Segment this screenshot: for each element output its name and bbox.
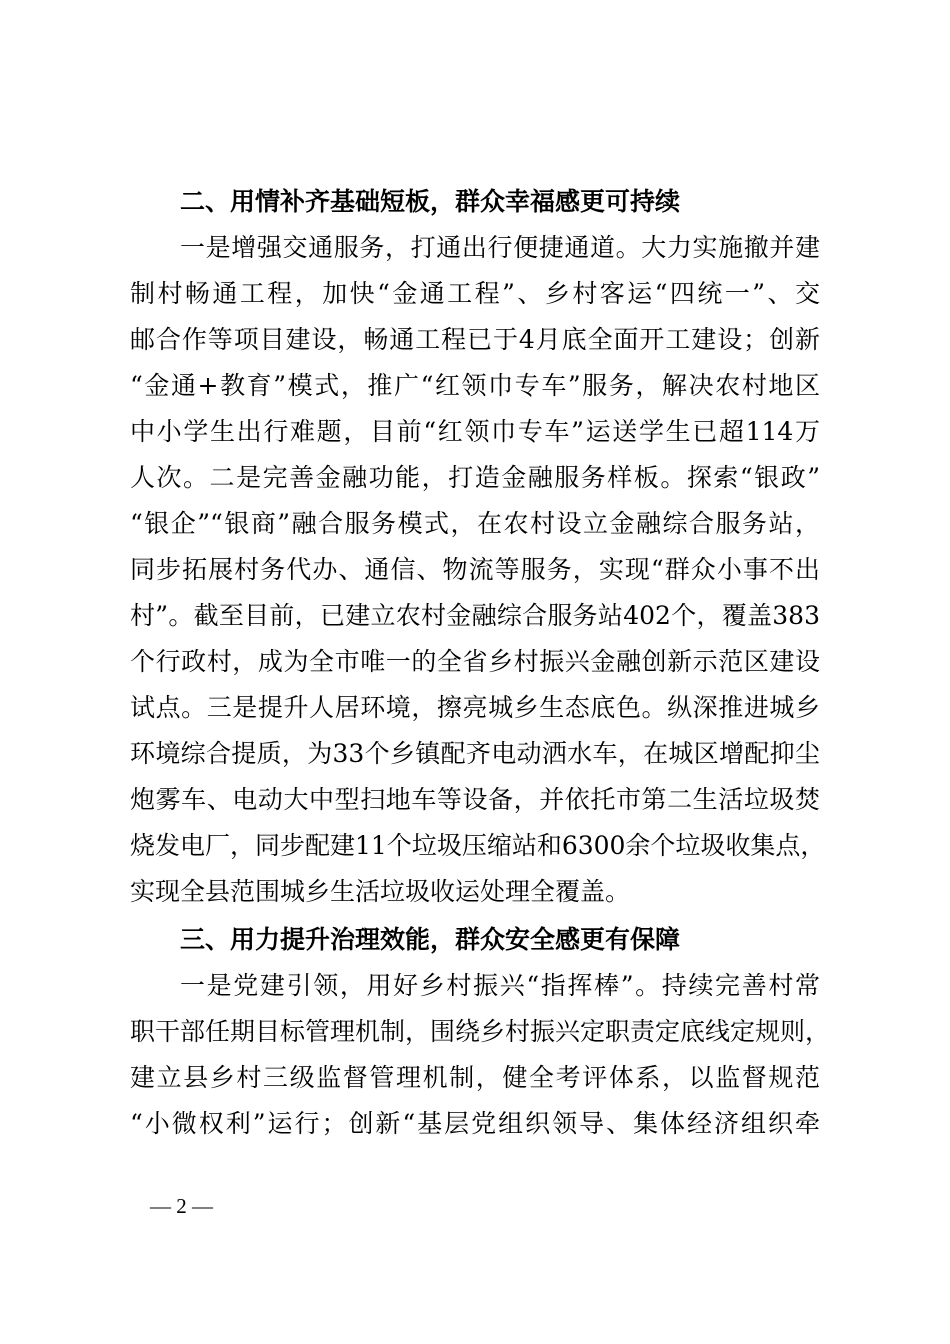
- paragraph-line: 邮合作等项目建设，畅通工程已于4月底全面开工建设；创新: [130, 325, 820, 354]
- paragraph-line: 一是增强交通服务，打通出行便捷通道。大力实施撤并建: [180, 233, 820, 262]
- paragraph-line: 一是党建引领，用好乡村振兴“指挥棒”。持续完善村常: [180, 971, 820, 1000]
- paragraph-line: 烧发电厂，同步配建11个垃圾压缩站和6300余个垃圾收集点，: [130, 831, 826, 860]
- page-number: — 2 —: [150, 1194, 213, 1218]
- paragraph-line: 同步拓展村务代办、通信、物流等服务，实现“群众小事不出: [130, 555, 820, 584]
- paragraph-line: “小微权利”运行；创新“基层党组织领导、集体经济组织牵: [130, 1109, 820, 1138]
- paragraph-line: 实现全县范围城乡生活垃圾收运处理全覆盖。: [130, 877, 631, 906]
- paragraph-line: 中小学生出行难题，目前“红领巾专车”运送学生已超114万: [130, 417, 820, 446]
- paragraph-line: 村”。截至目前，已建立农村金融综合服务站402个，覆盖383: [130, 601, 820, 630]
- paragraph-line: “银企”“银商”融合服务模式，在农村设立金融综合服务站，: [130, 509, 820, 538]
- section-2-heading: 二、用情补齐基础短板，群众幸福感更可持续: [180, 187, 681, 216]
- paragraph-line: 人次。二是完善金融功能，打造金融服务样板。探索“银政”: [130, 463, 820, 492]
- section-3-heading: 三、用力提升治理效能，群众安全感更有保障: [180, 925, 681, 954]
- paragraph-line: 制村畅通工程，加快“金通工程”、乡村客运“四统一”、交: [130, 279, 820, 308]
- paragraph-line: 个行政村，成为全市唯一的全省乡村振兴金融创新示范区建设: [130, 647, 820, 676]
- paragraph-line: 环境综合提质，为33个乡镇配齐电动洒水车，在城区增配抑尘: [130, 739, 820, 768]
- paragraph-line: 炮雾车、电动大中型扫地车等设备，并依托市第二生活垃圾焚: [130, 785, 820, 814]
- paragraph-line: “金通+教育”模式，推广“红领巾专车”服务，解决农村地区: [130, 371, 820, 400]
- paragraph-line: 建立县乡村三级监督管理机制，健全考评体系，以监督规范: [130, 1063, 820, 1092]
- paragraph-line: 试点。三是提升人居环境，擦亮城乡生态底色。纵深推进城乡: [130, 693, 820, 722]
- paragraph-line: 职干部任期目标管理机制，围绕乡村振兴定职责定底线定规则，: [130, 1017, 831, 1046]
